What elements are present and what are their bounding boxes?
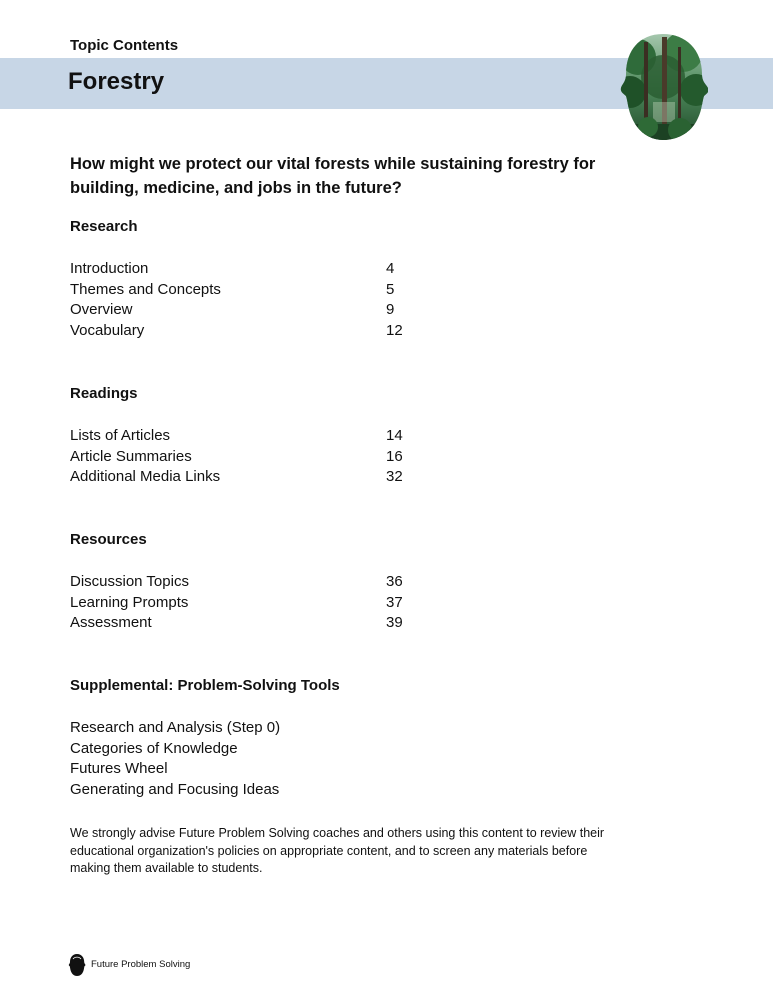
footer-org-name: Future Problem Solving xyxy=(91,959,191,970)
toc-label: Lists of Articles xyxy=(70,427,171,444)
section-resources xyxy=(70,531,670,634)
page-title: Forestry xyxy=(68,68,165,95)
toc-row[interactable] xyxy=(70,259,670,280)
toc-row[interactable] xyxy=(70,718,670,739)
toc-page: 16 xyxy=(386,447,403,465)
toc-label: Research and Analysis (Step 0) xyxy=(70,719,281,736)
toc-row[interactable] xyxy=(70,467,670,488)
toc-page: 4 xyxy=(386,260,395,277)
content-advisory-notice: We strongly advise Future Problem Solving coaches and others using this content to review their educational organization's policies on appropriate content, and to screen any materials before making them available to students. xyxy=(70,826,605,875)
toc-row[interactable] xyxy=(70,426,670,447)
toc-label: Generating and Focusing Ideas xyxy=(70,781,280,799)
forest-head-image xyxy=(618,32,708,142)
toc-page: 37 xyxy=(386,593,403,611)
toc-label: Vocabulary xyxy=(70,322,145,340)
driving-question: How might we protect our vital forests while sustaining forestry for building, medicine, and jobs in the future? xyxy=(70,155,596,197)
toc-label: Futures Wheel xyxy=(70,760,168,778)
toc-label: Themes and Concepts xyxy=(70,280,221,298)
toc-label: Discussion Topics xyxy=(70,573,189,590)
toc-page: 12 xyxy=(386,322,403,340)
toc-row[interactable] xyxy=(70,321,670,342)
toc-label: Learning Prompts xyxy=(70,593,189,611)
toc-row[interactable] xyxy=(70,780,670,801)
toc-row[interactable] xyxy=(70,739,670,760)
toc-row[interactable] xyxy=(70,613,670,634)
toc-row[interactable] xyxy=(70,572,670,593)
toc-row[interactable] xyxy=(70,447,670,468)
toc-row[interactable] xyxy=(70,593,670,614)
section-readings xyxy=(70,385,670,488)
toc-page: 5 xyxy=(386,280,395,298)
section-heading-readings: Readings xyxy=(70,385,138,402)
head-silhouette-icon xyxy=(68,953,86,977)
toc-row[interactable] xyxy=(70,300,670,321)
section-supplemental xyxy=(70,677,670,801)
section-heading-resources: Resources xyxy=(70,531,147,548)
toc-page: 39 xyxy=(386,614,403,632)
section-research xyxy=(70,218,670,342)
page-kicker: Topic Contents xyxy=(70,37,179,54)
toc-label: Article Summaries xyxy=(70,447,192,465)
toc-label: Introduction xyxy=(70,260,149,277)
toc-row[interactable] xyxy=(70,759,670,780)
toc-row[interactable] xyxy=(70,280,670,301)
toc-label: Assessment xyxy=(70,614,152,632)
toc-page: 9 xyxy=(386,301,395,319)
toc-label: Overview xyxy=(70,301,133,319)
toc-page: 32 xyxy=(386,468,403,486)
section-heading-supplemental: Supplemental: Problem-Solving Tools xyxy=(70,677,340,694)
toc-page: 36 xyxy=(386,573,403,590)
toc-label: Categories of Knowledge xyxy=(70,739,238,757)
section-heading-research: Research xyxy=(70,218,138,235)
toc-label: Additional Media Links xyxy=(70,468,221,486)
toc-page: 14 xyxy=(386,427,403,444)
